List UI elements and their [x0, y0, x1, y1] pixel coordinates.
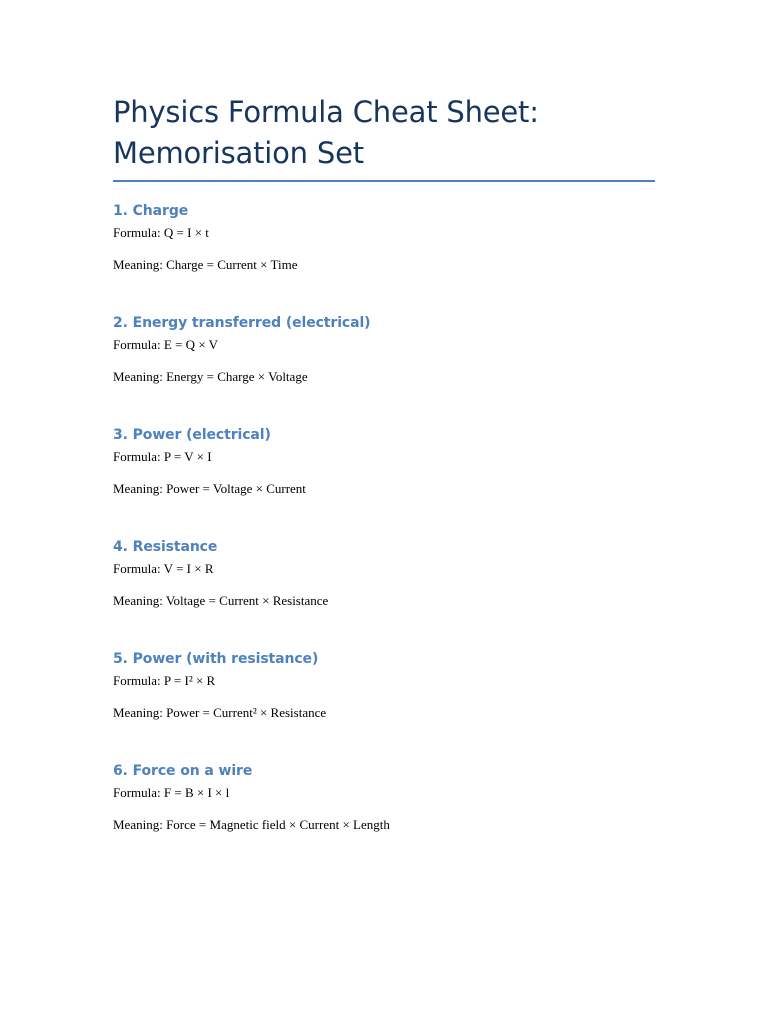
- title-underline: [113, 180, 655, 182]
- meaning-text: Meaning: Energy = Charge × Voltage: [113, 369, 308, 384]
- meaning-text: Meaning: Voltage = Current × Resistance: [113, 593, 329, 608]
- formula-text: Formula: E = Q × V: [113, 337, 219, 352]
- document-page: [113, 92, 655, 833]
- meaning-text: Meaning: Power = Current² × Resistance: [113, 705, 327, 720]
- meaning-text: Meaning: Charge = Current × Time: [113, 257, 298, 272]
- section-resistance: [113, 537, 655, 609]
- meaning-text: Meaning: Power = Voltage × Current: [113, 481, 306, 496]
- formula-text: Formula: P = I² × R: [113, 673, 216, 688]
- section-heading: 2. Energy transferred (electrical): [113, 315, 371, 331]
- formula-text: Formula: V = I × R: [113, 561, 214, 576]
- page-title: [113, 92, 655, 174]
- section-force-on-wire: [113, 761, 655, 833]
- section-power-resistance: [113, 649, 655, 721]
- section-energy-transferred: [113, 313, 655, 385]
- title-line-1: Physics Formula Cheat Sheet:: [113, 95, 539, 129]
- title-line-2: Memorisation Set: [113, 136, 364, 170]
- section-heading: 6. Force on a wire: [113, 763, 253, 779]
- section-charge: [113, 201, 655, 273]
- section-power-electrical: [113, 425, 655, 497]
- section-heading: 1. Charge: [113, 203, 189, 219]
- meaning-text: Meaning: Force = Magnetic field × Current × Length: [113, 817, 390, 832]
- section-heading: 5. Power (with resistance): [113, 651, 319, 667]
- formula-text: Formula: P = V × I: [113, 449, 212, 464]
- formula-text: Formula: Q = I × t: [113, 225, 209, 240]
- section-heading: 3. Power (electrical): [113, 427, 271, 443]
- formula-text: Formula: F = B × I × l: [113, 785, 230, 800]
- section-heading: 4. Resistance: [113, 539, 218, 555]
